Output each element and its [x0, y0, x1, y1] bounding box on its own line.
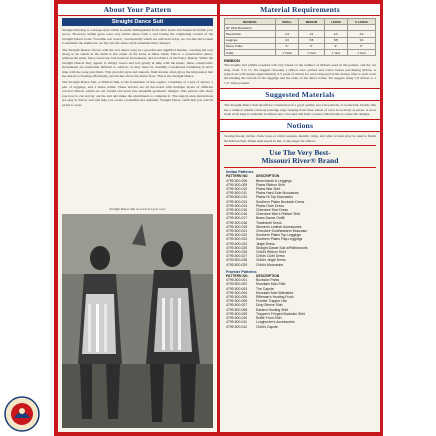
pattern-description: Drop Sleeve Shirt [256, 303, 283, 308]
right-column [220, 4, 380, 432]
table-col-small: SMALL [276, 19, 299, 25]
pattern-description: Mountain Man Shirt [256, 282, 286, 287]
pattern-number: 4799-500-029 [226, 262, 248, 267]
brand-line-2: Missouri River® Brand [261, 156, 339, 166]
pattern-number: 4799-500-026 [226, 250, 248, 255]
pattern-number: 4799-500-007 [226, 303, 248, 308]
col-pattern-no: PATTERN NO. [226, 174, 249, 179]
table-cell: 1/2 [276, 31, 299, 37]
pattern-description: Rifleman's Hunting Frock [256, 295, 294, 300]
table-cell: 1 Yard [324, 49, 347, 55]
pattern-number: 4799-500-004 [226, 290, 248, 295]
pattern-description: Child's Jingle Dress [256, 258, 286, 263]
pattern-number: 4799-500-018 [226, 220, 248, 225]
pattern-number: 4799-500-024 [226, 241, 248, 246]
pattern-number: 4799-500-012 [226, 195, 248, 200]
ribbon-paragraph: The lengths and widths required will vary based on the number of ribbons used in the pattern, and the cut strip, from 3 to 15. We suggest choosing a ribbon color pattern and colors before purchasing ribbon. A typical set will require approximately 4.5 yards of ribbon for each strip used in the design. Due to such costs the binding the bottom of the leggings and the sides of the dance trailer. We suggest using 5-8 ribbon or a 1/2" stripe pattern. [224, 63, 376, 85]
pattern-number: 4799-500-022 [226, 233, 248, 238]
pattern-number: 4799-500-017 [226, 216, 248, 221]
pattern-number: 4799-500-005 [226, 295, 248, 300]
frontier-patterns-list [220, 270, 380, 329]
pattern-number: 4799-500-009 [226, 311, 248, 316]
left-column [58, 4, 217, 432]
pattern-number: 4799-500-023 [226, 237, 248, 242]
pattern-number: 4799-500-027 [226, 254, 248, 259]
pattern-description: Child's Cloth Dress [256, 254, 285, 259]
pattern-number: 4799-500-006 [226, 299, 248, 304]
pattern-number: 4799-500-006 [226, 178, 248, 183]
table-col-large: LARGE [324, 19, 347, 25]
pattern-number: 4799-500-010 [226, 187, 248, 191]
pattern-description: Cherokee Southeastern Moccasin [256, 229, 308, 234]
pattern-description: Child's Moccasins [256, 262, 284, 267]
indian-patterns-rows [226, 179, 374, 267]
pattern-description: Trapper's Fringed Buckskin Shirt [256, 311, 305, 316]
pattern-description: Tradecloth Dress [256, 220, 282, 225]
pattern-description: The Capote [256, 286, 274, 291]
pattern-number: 4799-500-028 [226, 258, 248, 263]
pattern-description: Women's Leather Accessories [256, 224, 302, 229]
pattern-number: 4799-500-001 [226, 278, 248, 283]
photo-caption: Straight Dance Suit as worn at a pow wow [109, 207, 166, 211]
pattern-description: Jingle Dress [256, 241, 275, 246]
suggested-materials-header: Suggested Materials [220, 88, 380, 101]
pattern-description: Breechcloth & Leggings [256, 178, 292, 183]
table-col-xlarge: X-LARGE [347, 19, 375, 25]
table-cell: 1/2 [298, 31, 324, 37]
pattern-number: 4799-500-014 [226, 203, 248, 208]
table-cell: Leggings [225, 37, 276, 43]
ribbon-label: RIBBON [224, 58, 240, 64]
pattern-number: 4799-500-016 [226, 212, 248, 217]
notions-paragraph: Sewing thread, rubber cloth, brass or silver sequins, metallic rings, and other accents may be used to finish the Ribbon Suit. When used heads in Ind. to the edges for ribbon. [224, 134, 376, 143]
brand-heading [220, 149, 380, 165]
table-cell: 60" Wide Broadcloth [225, 25, 276, 31]
suggested-paragraph: The Straight Dance Suit should be constructed of a good quality wool broadcloth, or tradecloth. Ideally this has a rainbow (multi-colored) selvedge edge ranging from three bands of color in as many as seven. A wool trade cloth edge is available in almost any color and will hold a crease which helps to create the designs. [224, 103, 376, 116]
pattern-description: Child's Capote [256, 324, 278, 329]
list-item [226, 325, 374, 329]
pattern-description: Buckskin Pants [256, 278, 280, 283]
dancer-photo-illustration [62, 214, 213, 428]
pattern-number: 4799-500-025 [226, 245, 248, 250]
table-cell: 6" [298, 43, 324, 49]
indian-patterns-title: Indian Patterns [226, 170, 254, 175]
pattern-description: Plains War Shirt [256, 187, 281, 191]
pattern-description: Ruffle Front Shirt [256, 316, 282, 321]
pattern-description: Cherokee Tear Dress [256, 208, 288, 213]
pattern-number: 4799-500-019 [226, 224, 248, 229]
pattern-description: Plains Hi-Top Moccasins [256, 195, 293, 200]
table-cell: 1/2 [347, 31, 375, 37]
brand-line-1: Use The Very Best- [269, 148, 331, 158]
pattern-number: 4799-500-010 [226, 316, 248, 321]
table-col-material: MATERIAL [225, 19, 276, 25]
list-item [226, 263, 374, 267]
pattern-description: Eastern Hunting Shirt [256, 307, 289, 312]
table-cell: 3/4 [347, 37, 375, 43]
frontier-patterns-title: Frontier Patterns [226, 269, 257, 274]
col-pattern-no: PATTERN NO. [226, 274, 249, 279]
pattern-number: 4799-500-009 [226, 182, 248, 187]
material-requirements-header: Material Requirements [220, 4, 380, 16]
table-cell: 1/2 [276, 37, 299, 43]
missouri-river-logo [4, 396, 40, 432]
col-description: DESCRIPTION [256, 274, 280, 279]
about-pattern-header: About Your Pattern [58, 4, 217, 16]
pattern-description: Plains Ribbon Shirt [256, 182, 285, 187]
table-cell: 5/8 [324, 37, 347, 43]
pattern-description: Cherokee Men's Ribbon Shirt [256, 212, 301, 217]
pattern-description: Plains Cloth Dress [256, 203, 284, 208]
table-cell: Breechcloth [225, 31, 276, 37]
intro-paragraph-3: The Straight Dance Suit, or Ribbon Suit, is the foundation of this regalia, consisting of a pair of aprons, a pair of leggings, and a dance trailer. These articles are all decorated with multiple layers of different colored ribbons which are cut, folded and sewn into beautiful geometric designs. This pattern will show you how to cut and lay out the suit and make the adornments to complete it. The step-by-step instructions are easy to follow and will help you create a beautiful and authentic Straight Dance outfit that you will be proud to wear. [62, 80, 213, 107]
table-cell: 1 Yard [347, 49, 375, 55]
pattern-number: 4799-500-011 [226, 320, 247, 325]
table-col-medium: MEDIUM [298, 19, 324, 25]
frontier-patterns-rows [226, 278, 374, 328]
indian-patterns-list [220, 170, 380, 267]
pattern-number: 4799-500-002 [226, 282, 248, 287]
pattern-number: 4799-500-021 [226, 229, 248, 234]
intro-paragraph-1: Straight Dancing is a unique style which is easily distinguished from other styles and American Indian pow wows. However, unlike grass were very subtle dance form a real having the originating context of the Straight Dance is the "foretime war dance" ceremonially which are still held today. As can this have taken to maintain the traditions, we buy has the dance style remained little changed. [62, 28, 213, 46]
divider [224, 167, 376, 168]
pattern-number: 4799-500-013 [226, 199, 248, 204]
pattern-description: Mountain Man Waistshirt [256, 290, 294, 295]
pattern-description: Child's Ribbon Shirt [256, 250, 286, 255]
pattern-description: Plains Hard-Sole Moccasins [256, 191, 299, 196]
table-cell: 9" [347, 43, 375, 49]
pattern-description: Southern Plains Top Leggings [256, 233, 301, 238]
pattern-description: Frontier Trapper Hat [256, 299, 287, 304]
table-cell: 6" [276, 43, 299, 49]
table-cell: Dance Trailer [225, 43, 276, 49]
table-cell: 1 Yard [298, 49, 324, 55]
table-cell: 1 Yards [276, 49, 299, 55]
table-cell: Totals [225, 49, 276, 55]
pattern-number: 4799-500-015 [226, 208, 248, 213]
pattern-description: Southern Plains Buckskin Dress [256, 199, 305, 204]
pattern-description: Longhunter's Accessories [256, 320, 295, 325]
intro-paragraph-2: The Straight Dancer moves with the war dance song in a graceful and dignified manner, weaving his way along so he stands in the drum to the center of the arena at times while. This is a conservative dance, without the spins, fancy footwork, fast-bumcast movements, and acrobatics of the Fancy Dancer. While the Straight Dancer may appear to simply weave and bob gently in time with the music, these conservative movements are somewhat difficult to achieve, as they must be carefully coordinated remaining in strict time with the song and drum. This graceful style and smooth, fluid motion often gives the impression that the dancer is floating effortlessly, just inches above the dance floor. This is the Straight Dance. [62, 47, 213, 79]
material-table [224, 18, 376, 56]
notions-header: Notions [220, 119, 380, 132]
pattern-number: 4799-500-008 [226, 307, 248, 312]
col-description: DESCRIPTION [256, 174, 280, 179]
table-cell: 9" [324, 43, 347, 49]
dancer-photo [62, 214, 213, 428]
straight-dance-title: Straight Dance Suit [62, 18, 213, 26]
pattern-description: Brass Dance Outfit [256, 216, 285, 221]
table-cell: 5/8 [298, 37, 324, 43]
pattern-number: 4799-500-012 [226, 324, 248, 329]
pattern-description: Southern Plains Flap Leggings [256, 237, 303, 242]
pattern-description: Straight Dance Suit w/Ribbonwork [256, 245, 308, 250]
divider [224, 145, 376, 146]
table-cell: 1/2 [324, 31, 347, 37]
pattern-number: 4799-500-003 [226, 286, 248, 291]
table-row [225, 49, 376, 55]
pattern-number: 4799-500-011 [226, 191, 247, 196]
